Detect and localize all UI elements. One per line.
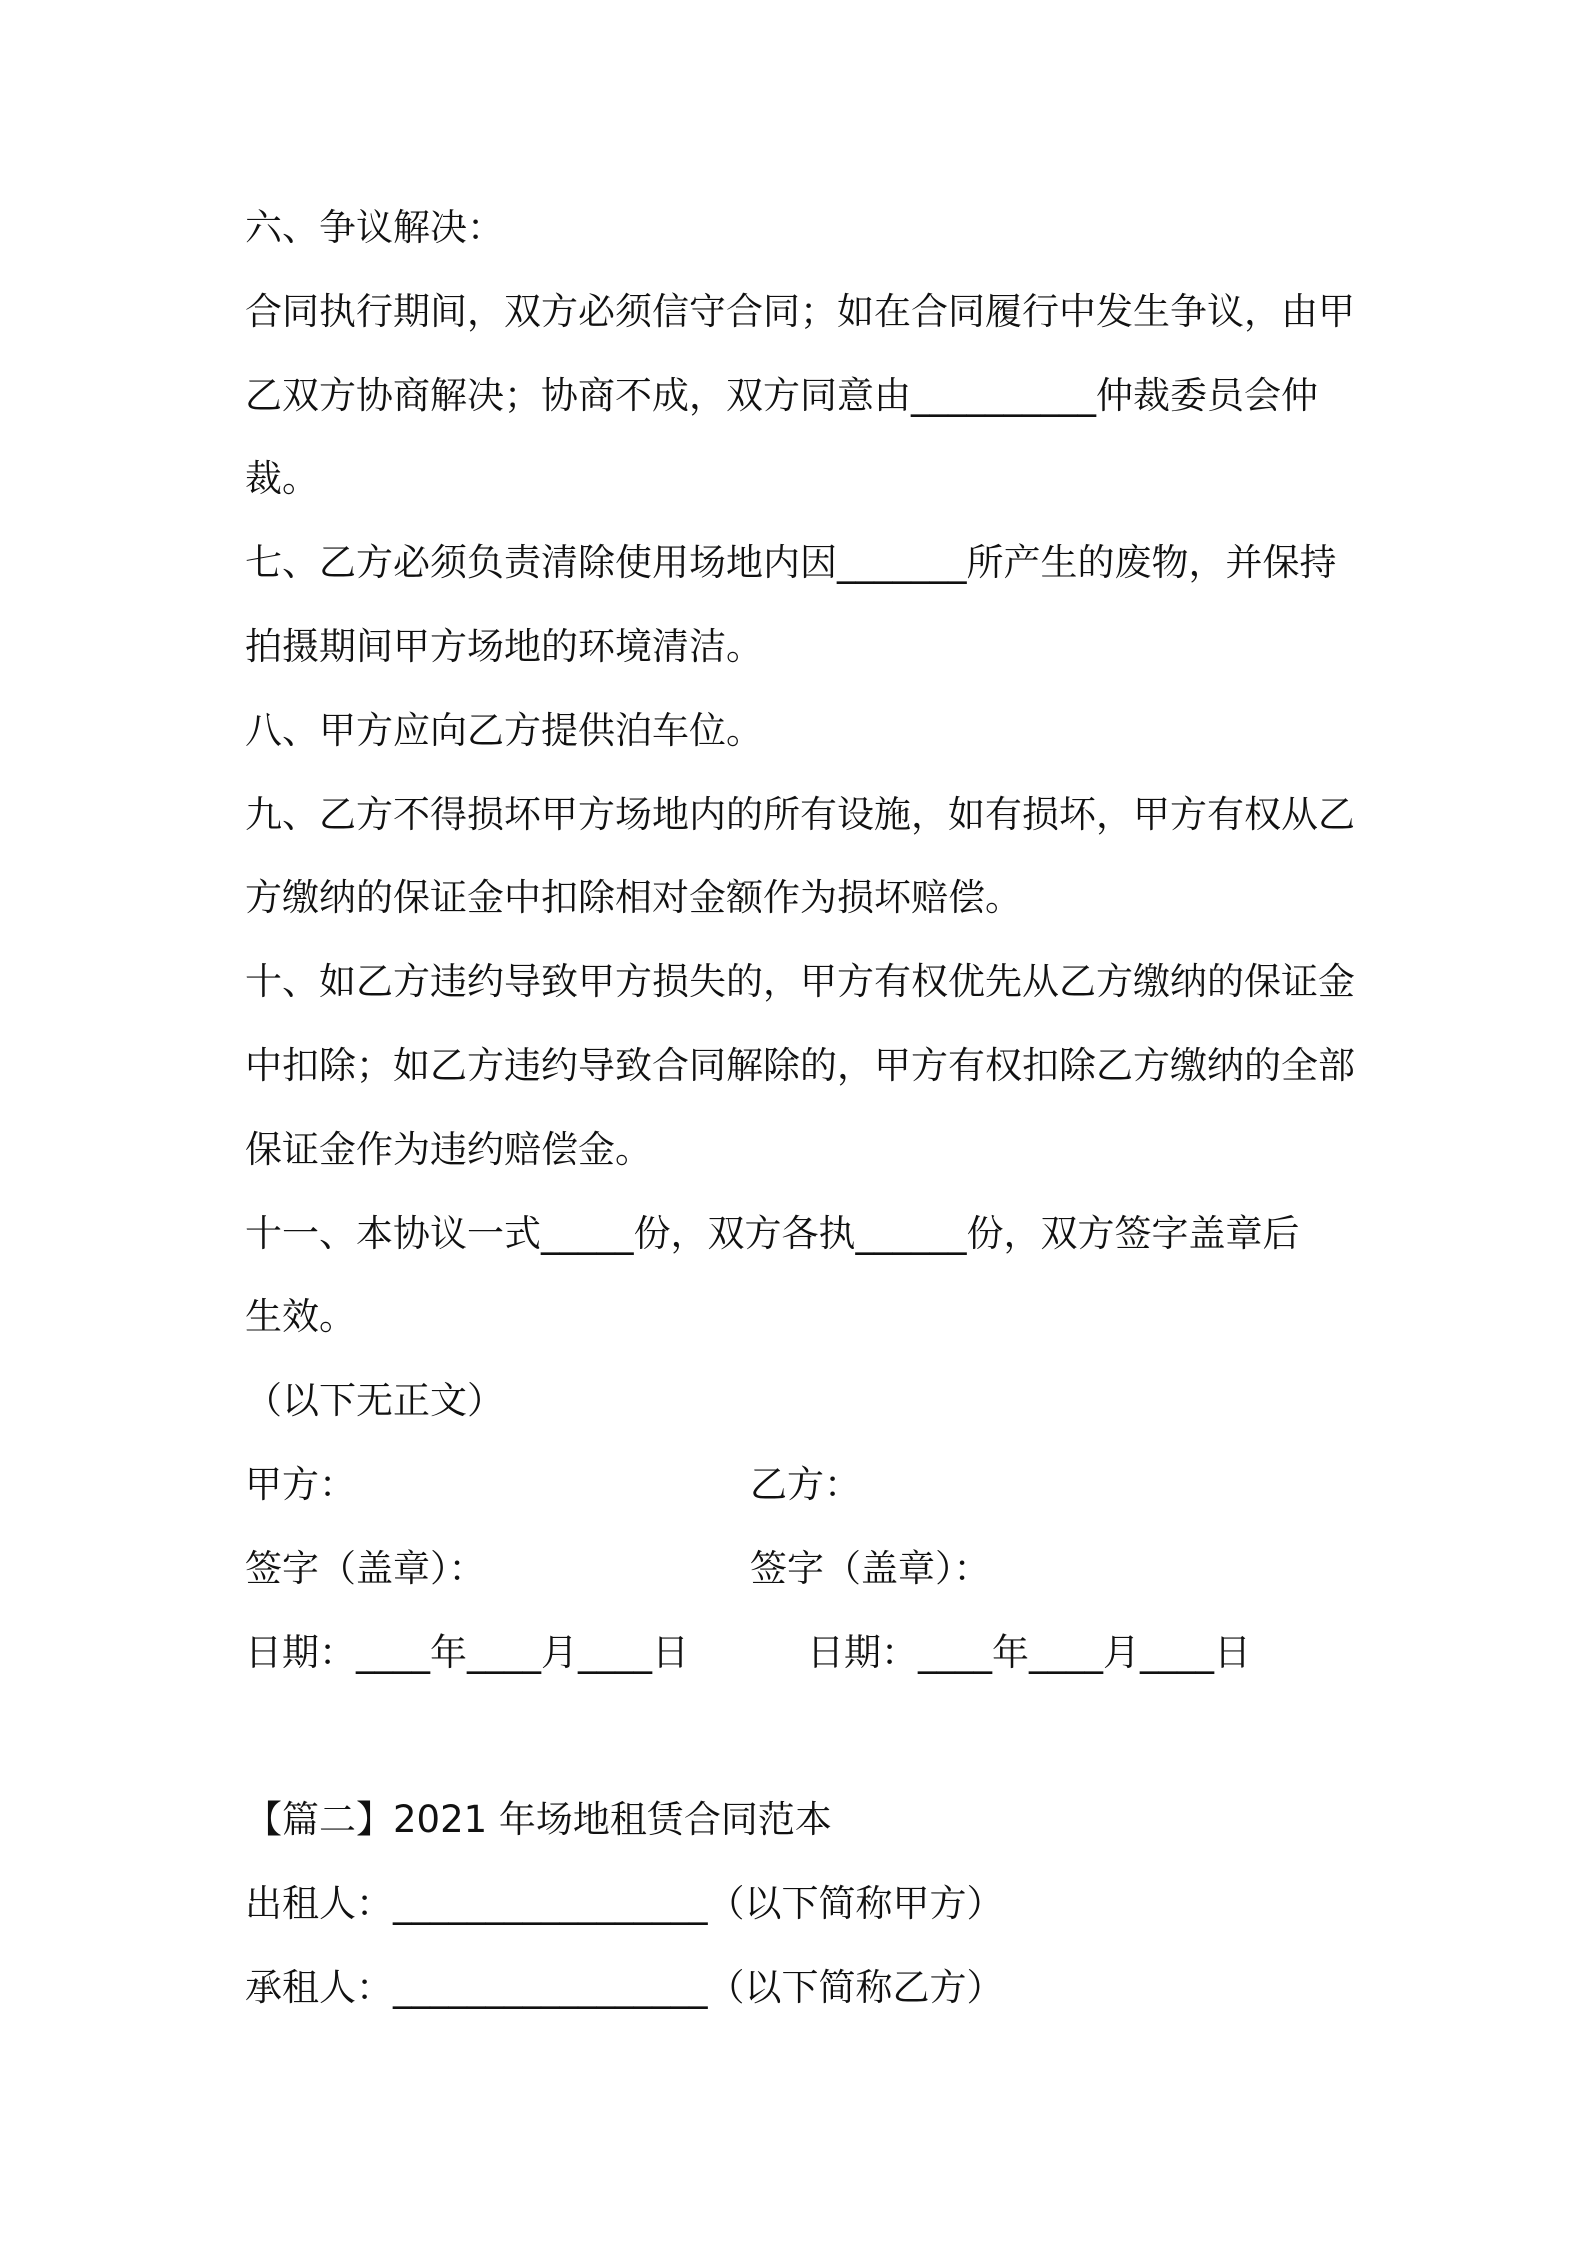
signature-date-row (245, 1611, 1365, 1695)
lessee-line: 承租人：_________________（以下简称乙方） (245, 1965, 1004, 2009)
signature-party-row (245, 1443, 1365, 1527)
party-a-sign-field: 签字（盖章）： (245, 1546, 486, 1590)
clause-nine: 九、乙方不得损坏甲方场地内的所有设施，如有损坏，甲方有权从乙 (245, 792, 1355, 836)
clause-line: 拍摄期间甲方场地的环境清洁。 (245, 624, 763, 668)
clause-ten: 十、如乙方违约导致甲方损失的，甲方有权优先从乙方缴纳的保证金 (245, 960, 1355, 1004)
party-b-date-field: 日期：____年____月____日 (807, 1630, 1251, 1674)
signature-seal-row (245, 1527, 1365, 1611)
clause-seven: 七、乙方必须负责清除使用场地内因_______所产生的废物，并保持 (245, 541, 1337, 585)
clause-line: 生效。 (245, 1295, 356, 1339)
clause-eight: 八、甲方应向乙方提供泊车位。 (245, 708, 763, 752)
end-note: （以下无正文） (245, 1379, 504, 1423)
clause-line: 保证金作为违约赔偿金。 (245, 1127, 652, 1171)
section-gap (245, 1694, 1365, 1778)
clause-heading-dispute: 六、争议解决： (245, 206, 504, 249)
party-b-sign-field: 签字（盖章）： (750, 1546, 991, 1590)
lessor-line: 出租人：_________________（以下简称甲方） (245, 1881, 1004, 1925)
section-two-title: 【篇二】2021 年场地租赁合同范本 (245, 1798, 832, 1842)
clause-line: 乙双方协商解决；协商不成，双方同意由__________仲裁委员会仲 (245, 373, 1318, 417)
party-a-label: 甲方： (245, 1462, 356, 1506)
clause-eleven: 十一、本协议一式_____份，双方各执______份，双方签字盖章后 (245, 1211, 1300, 1255)
document-body (245, 186, 1365, 2030)
clause-line: 中扣除；如乙方违约导致合同解除的，甲方有权扣除乙方缴纳的全部 (245, 1043, 1355, 1087)
clause-line: 合同执行期间，双方必须信守合同；如在合同履行中发生争议，由甲 (245, 289, 1355, 333)
clause-line: 裁。 (245, 457, 319, 501)
party-b-label: 乙方： (750, 1462, 861, 1506)
party-a-date-field: 日期：____年____月____日 (245, 1630, 689, 1674)
clause-line: 方缴纳的保证金中扣除相对金额作为损坏赔偿。 (245, 876, 1022, 920)
